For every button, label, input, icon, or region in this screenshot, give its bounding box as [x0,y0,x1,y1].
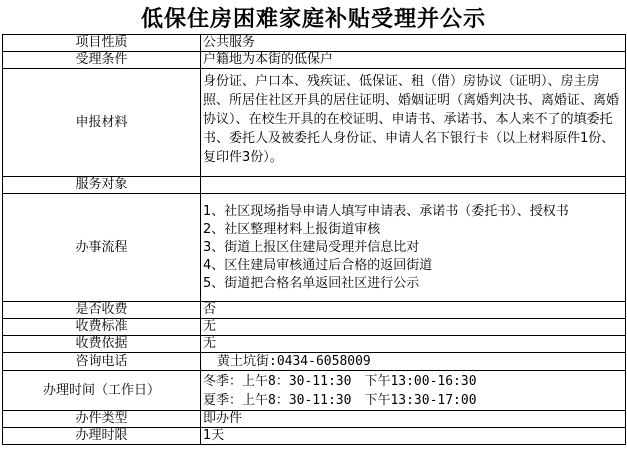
page-title: 低保住房困难家庭补贴受理并公示 [140,6,486,32]
fee-standard-label: 收费标准 [3,319,201,336]
item-nature-value: 公共服务 [201,35,626,52]
charge-value: 否 [201,302,626,319]
table-row [3,336,626,353]
table-row [3,35,626,52]
process-step-2: 2、社区整理材料上报街道审核 [203,221,381,237]
process-step-4: 4、区住建局审核通过后合格的返回街道 [203,257,433,273]
type-value: 即办件 [201,411,626,428]
table-row [3,411,626,428]
materials-value [201,69,626,177]
materials-label: 申报材料 [3,69,201,177]
time-limit-value: 1天 [201,428,626,445]
time-limit-label: 办理时限 [3,428,201,445]
conditions-value: 户籍地为本街的低保户 [201,52,626,69]
fee-basis-value: 无 [201,336,626,353]
hours-winter: 冬季：上午8：30-11:30 下午13:00-16:30 [203,373,477,389]
process-step-3: 3、街道上报区住建局受理并信息比对 [203,239,420,255]
fee-standard-value: 无 [201,319,626,336]
process-steps [201,194,626,302]
phone-label: 咨询电话 [3,353,201,371]
info-table [2,34,626,445]
table-row [3,428,626,445]
hours-value [201,371,626,411]
hours-label: 办理时间（工作日） [3,371,201,411]
type-label: 办件类型 [3,411,201,428]
table-row [3,52,626,69]
service-target-label: 服务对象 [3,177,201,194]
service-target-value [201,177,626,194]
table-row [3,194,626,302]
hours-summer: 夏季：上午8：30-11:30 下午13:30-17:00 [203,392,477,408]
materials-text: 身份证、户口本、残疾证、低保证、租（借）房协议（证明）、房主房照、所居住社区开具的居住证明、婚姻证明（离婚判决书、离婚证、离婚协议）、在校生开具的在校证明、申请书、承诺书、本人来不了的填委托书、委托人及被委托人身份证、申请人名下银行卡（以上材料原件1份、复印件3份）。 [203,74,620,165]
table-row [3,371,626,411]
phone-value [201,353,626,371]
fee-basis-label: 收费依据 [3,336,201,353]
process-step-1: 1、社区现场指导申请人填写申请表、承诺书（委托书）、授权书 [203,203,569,219]
phone-number: 黄土坑街:0434-6058009 [217,353,371,369]
process-step-5: 5、街道把合格名单返回社区进行公示 [203,275,420,291]
charge-label: 是否收费 [3,302,201,319]
table-row [3,319,626,336]
conditions-label: 受理条件 [3,52,201,69]
table-row [3,69,626,177]
item-nature-label: 项目性质 [3,35,201,52]
table-row [3,177,626,194]
table-row [3,353,626,371]
table-row [3,302,626,319]
process-label: 办事流程 [3,194,201,302]
